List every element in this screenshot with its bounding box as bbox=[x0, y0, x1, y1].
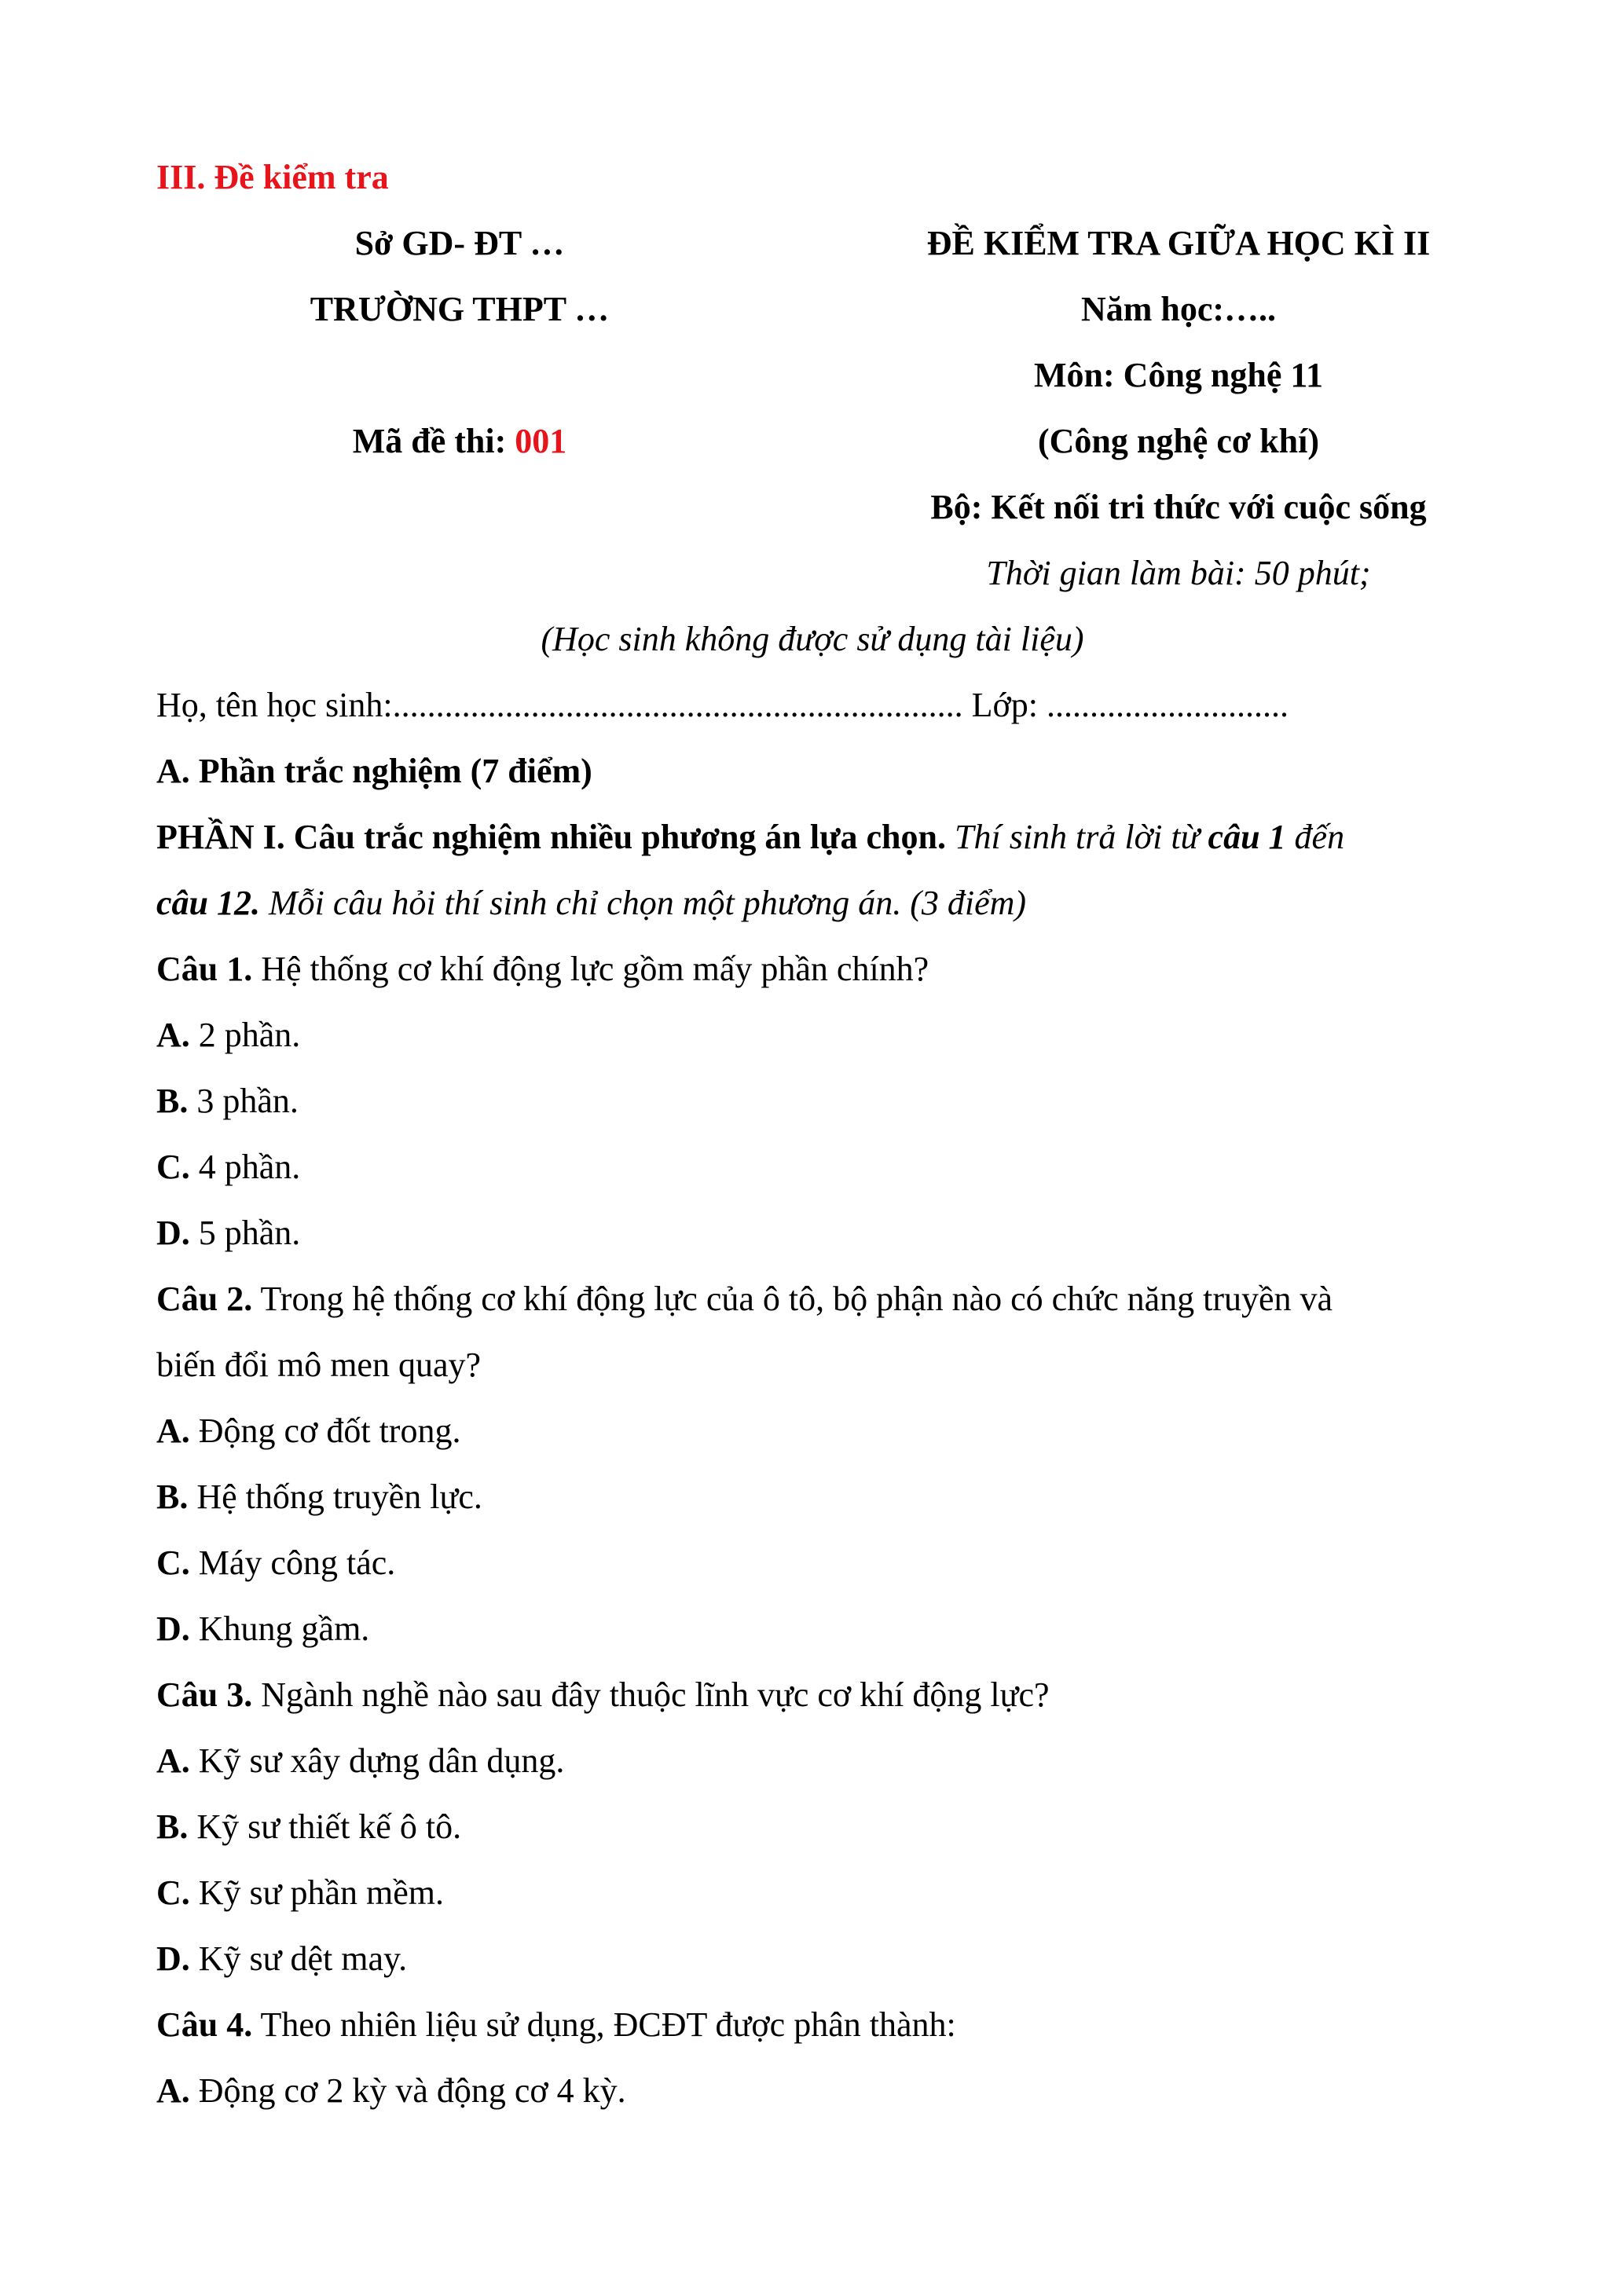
option-key: C. bbox=[156, 1148, 190, 1186]
option-key: A. bbox=[156, 2071, 190, 2110]
student-name-blank: .................................................................. bbox=[392, 686, 963, 724]
question-label: Câu 1. bbox=[156, 950, 253, 988]
question-text: Theo nhiên liệu sử dụng, ĐCĐT được phân thành: bbox=[252, 2005, 956, 2044]
part1-instr-to: đến bbox=[1285, 818, 1345, 856]
part1-title: PHẦN I. Câu trắc nghiệm nhiều phương án lựa chọn. bbox=[156, 818, 946, 856]
question-3-option-c bbox=[156, 1869, 444, 1917]
option-key: A. bbox=[156, 1412, 190, 1450]
option-key: D. bbox=[156, 1939, 190, 1978]
exam-title: ĐỀ KIỂM TRA GIỮA HỌC KÌ II bbox=[926, 224, 1431, 262]
question-2 bbox=[156, 1276, 1333, 1323]
question-1-option-c bbox=[156, 1144, 300, 1191]
department-name: Sở GD- ĐT … bbox=[354, 224, 565, 262]
option-text: Động cơ đốt trong. bbox=[189, 1412, 461, 1450]
class-label: Lớp: bbox=[962, 686, 1047, 724]
question-2-option-d bbox=[156, 1606, 369, 1653]
question-label: Câu 3. bbox=[156, 1675, 253, 1714]
question-1-option-a bbox=[156, 1012, 300, 1059]
part1-instr-text: Thí sinh trả lời từ bbox=[946, 818, 1208, 856]
option-key: A. bbox=[156, 1741, 190, 1780]
question-4-option-a bbox=[156, 2067, 626, 2115]
school-year: Năm học:….. bbox=[1080, 290, 1277, 328]
part1-instr-rest: Mỗi câu hỏi thí sinh chỉ chọn một phương án. (3 điểm) bbox=[260, 884, 1027, 922]
question-text: Ngành nghề nào sau đây thuộc lĩnh vực cơ khí động lực? bbox=[252, 1675, 1050, 1714]
option-text: Hệ thống truyền lực. bbox=[188, 1478, 482, 1516]
option-key: D. bbox=[156, 1609, 190, 1648]
option-text: 5 phần. bbox=[189, 1214, 301, 1252]
question-1 bbox=[156, 946, 929, 993]
subject: Môn: Công nghệ 11 bbox=[1034, 356, 1323, 394]
question-2-option-b bbox=[156, 1474, 482, 1521]
subject-sub: (Công nghệ cơ khí) bbox=[1037, 422, 1320, 460]
section-heading: III. Đề kiểm tra bbox=[156, 158, 389, 196]
student-name-label: Họ, tên học sinh: bbox=[156, 686, 393, 724]
question-2-option-a bbox=[156, 1408, 460, 1455]
student-info-line bbox=[156, 682, 1289, 729]
option-text: Máy công tác. bbox=[189, 1543, 396, 1582]
option-key: C. bbox=[156, 1543, 190, 1582]
option-text: Kỹ sư phần mềm. bbox=[189, 1873, 445, 1912]
question-text: Hệ thống cơ khí động lực gồm mấy phần chính? bbox=[252, 950, 929, 988]
option-text: 4 phần. bbox=[189, 1148, 301, 1186]
question-2-cont: biến đổi mô men quay? bbox=[156, 1346, 482, 1384]
question-label: Câu 4. bbox=[156, 2005, 253, 2044]
duration: Thời gian làm bài: 50 phút; bbox=[986, 554, 1371, 592]
option-text: 3 phần. bbox=[188, 1082, 299, 1120]
part1-instructions-line2 bbox=[156, 880, 1026, 927]
question-4 bbox=[156, 2001, 956, 2049]
question-3-option-d bbox=[156, 1935, 407, 1983]
option-key: D. bbox=[156, 1214, 190, 1252]
exam-code-value: 001 bbox=[515, 422, 567, 460]
option-key: B. bbox=[156, 1807, 189, 1846]
question-3 bbox=[156, 1672, 1050, 1719]
option-key: A. bbox=[156, 1016, 190, 1054]
textbook-series: Bộ: Kết nối tri thức với cuộc sống bbox=[930, 488, 1427, 526]
part1-last-question: câu 12. bbox=[156, 884, 260, 922]
option-key: C. bbox=[156, 1873, 190, 1912]
part1-first-question: câu 1 bbox=[1208, 818, 1286, 856]
option-text: 2 phần. bbox=[189, 1016, 301, 1054]
question-text: Trong hệ thống cơ khí động lực của ô tô, bộ phận nào có chức năng truyền và bbox=[252, 1280, 1333, 1318]
materials-note: (Học sinh không được sử dụng tài liệu) bbox=[541, 620, 1084, 658]
class-blank: ............................ bbox=[1047, 686, 1289, 724]
exam-code bbox=[196, 418, 723, 465]
question-3-option-b bbox=[156, 1803, 461, 1851]
option-text: Kỹ sư xây dựng dân dụng. bbox=[189, 1741, 565, 1780]
school-name: TRƯỜNG THPT … bbox=[310, 290, 610, 328]
option-text: Kỹ sư dệt may. bbox=[189, 1939, 408, 1978]
option-key: B. bbox=[156, 1082, 189, 1120]
option-text: Động cơ 2 kỳ và động cơ 4 kỳ. bbox=[189, 2071, 626, 2110]
question-3-option-a bbox=[156, 1738, 564, 1785]
question-1-option-d bbox=[156, 1210, 300, 1257]
question-label: Câu 2. bbox=[156, 1280, 253, 1318]
question-2-option-c bbox=[156, 1540, 395, 1587]
option-text: Kỹ sư thiết kế ô tô. bbox=[188, 1807, 462, 1846]
exam-code-label: Mã đề thi: bbox=[352, 422, 515, 460]
option-key: B. bbox=[156, 1478, 189, 1516]
question-1-option-b bbox=[156, 1078, 299, 1125]
option-text: Khung gầm. bbox=[189, 1609, 370, 1648]
part-a-title: A. Phần trắc nghiệm (7 điểm) bbox=[156, 752, 592, 790]
part1-instructions-line1 bbox=[156, 814, 1344, 861]
